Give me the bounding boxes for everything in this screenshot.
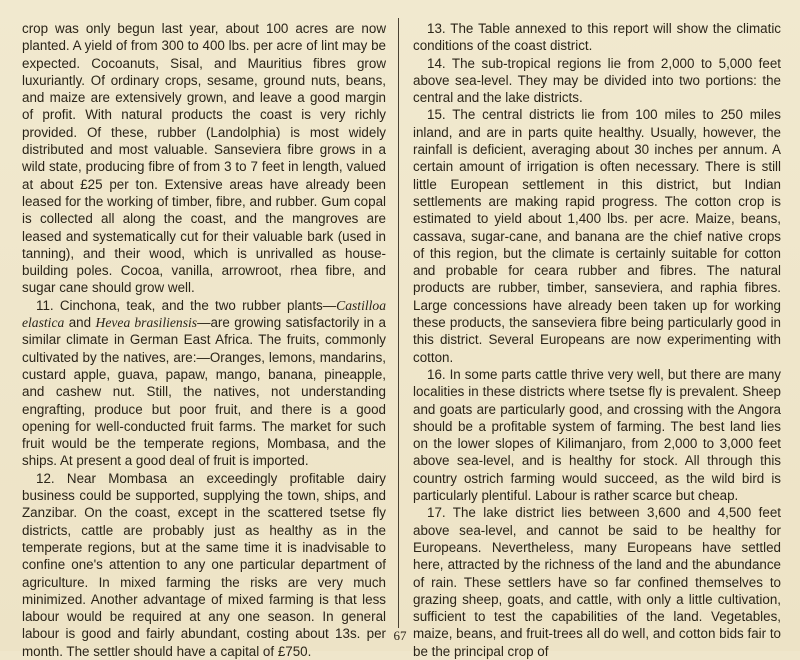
paragraph-11-rest: —are growing satisfactorily in a similar climate in German East Africa. The fruits, commonly cultivated by the natives, are:—Oranges, lemons, mandarins, custard apple, guava, papaw, mango, banana, pineapple, and cashew nut. Still, the natives, not understanding engrafting, produce but poor fruit, and there is a good opening for well-conducted fruit farms. The market for such fruit would be the temperate regions, Mombasa, and the ships. At present a good deal of fruit is imported. (22, 315, 386, 469)
paragraph-11 (22, 297, 386, 470)
paragraph-continued: crop was only begun last year, about 100 acres are now planted. A yield of from 300 to 400 lbs. per acre of lint may be expected. Cocoanuts, Sisal, and Mauritius fibres grow luxuriantly. Of ordinary crops, sesame, ground nuts, beans, and maize are extensively grown, and leave a good margin of profit. With natural products the coast is very richly provided. Of these, rubber (Landolphia) is most widely distributed and most valuable. Sanseviera fibre grows in a wild state, producing fibre of from 3 to 7 feet in length, valued at about £25 per ton. Extensive areas have already been leased for the working of timber, fibre, and rubber. Gum copal is collected all along the coast, and the mangroves are leased and systematically cut for their valuable bark (used in tanning), and their wood, which is unrivalled as house-building poles. Cocoa, vanilla, arrowroot, rhea fibre, and sugar cane should grow well. (22, 21, 386, 296)
paragraph-17: 17. The lake district lies between 3,600 and 4,500 feet above sea-level, and cannot be said to be healthy for Europeans. Nevertheless, many Europeans have settled here, attracted by the richness of the land and the abundance of rain. These settlers have so far confined themselves to grazing sheep, goats, and cattle, with only a little cultivation, sufficient to test the capabilities of the land. Vegetables, maize, beans, and fruit-trees all do well, and cotton bids fair to be the principal crop of (413, 505, 781, 659)
paragraph-14: 14. The sub-tropical regions lie from 2,000 to 5,000 feet above sea-level. They may be divided into two portions: the central and the lake districts. (413, 55, 781, 106)
paragraph-13: 13. The Table annexed to this report will show the climatic conditions of the coast district. (413, 21, 781, 54)
column-divider (398, 18, 399, 628)
paragraph-11-and: and (64, 315, 96, 331)
paragraph-16: 16. In some parts cattle thrive very well, but there are many localities in these districts where tsetse fly is prevalent. Sheep and goats are particularly good, and crossing with the Angora should be a profitable system of farming. The best land lies on the lower slopes of Kilimanjaro, from 2,000 to 3,000 feet above sea-level, and is healthy for stock. All through this country ostrich farming would succeed, as the wild bird is particularly plentiful. Labour is rather scarce but cheap. (413, 366, 781, 504)
left-column (22, 20, 386, 660)
right-column (413, 20, 781, 660)
paragraph-15: 15. The central districts lie from 100 miles to 250 miles inland, and are in parts quite healthy. Usually, however, the rainfall is deficient, averaging about 30 inches per annum. A certain amount of irrigation is often necessary. There is still little European settlement in this district, but Indian settlements are making rapid progress. The cotton crop is estimated to yield about 1,400 lbs. per acre. Maize, beans, cassava, sugar-cane, and banana are the chief native crops of this region, but the climate is certainly suitable for cotton and probable for ceara rubber and fibres. The natural products are rubber, timber, sanseviera, and raphia fibres. Large concessions have already been taken up for working these products, the sanseviera fibre being particularly good in this district. Several Europeans are now experimenting with cotton. (413, 107, 781, 365)
species-castilloa: Castilloa elastica (22, 297, 386, 331)
paragraph-12: 12. Near Mombasa an exceedingly profitable dairy business could be supported, supplying the town, ships, and Zanzibar. On the coast, except in the scattered tsetse fly districts, cattle are probably just as healthy as in the temperate regions, but at the same time it is inadvisable to confine one's attention to any one particular department of agriculture. In mixed farming the risks are very much minimized. Another advantage of mixed farming is that less labour would be required at any one season. In general labour is good and fairly abundant, costing about 13s. per month. The settler should have a capital of £750. (22, 470, 386, 659)
paragraph-11-intro: 11. Cinchona, teak, and the two rubber plants— (36, 297, 337, 313)
species-hevea: Hevea brasiliensis (95, 315, 198, 331)
page-number: 67 (393, 628, 407, 643)
